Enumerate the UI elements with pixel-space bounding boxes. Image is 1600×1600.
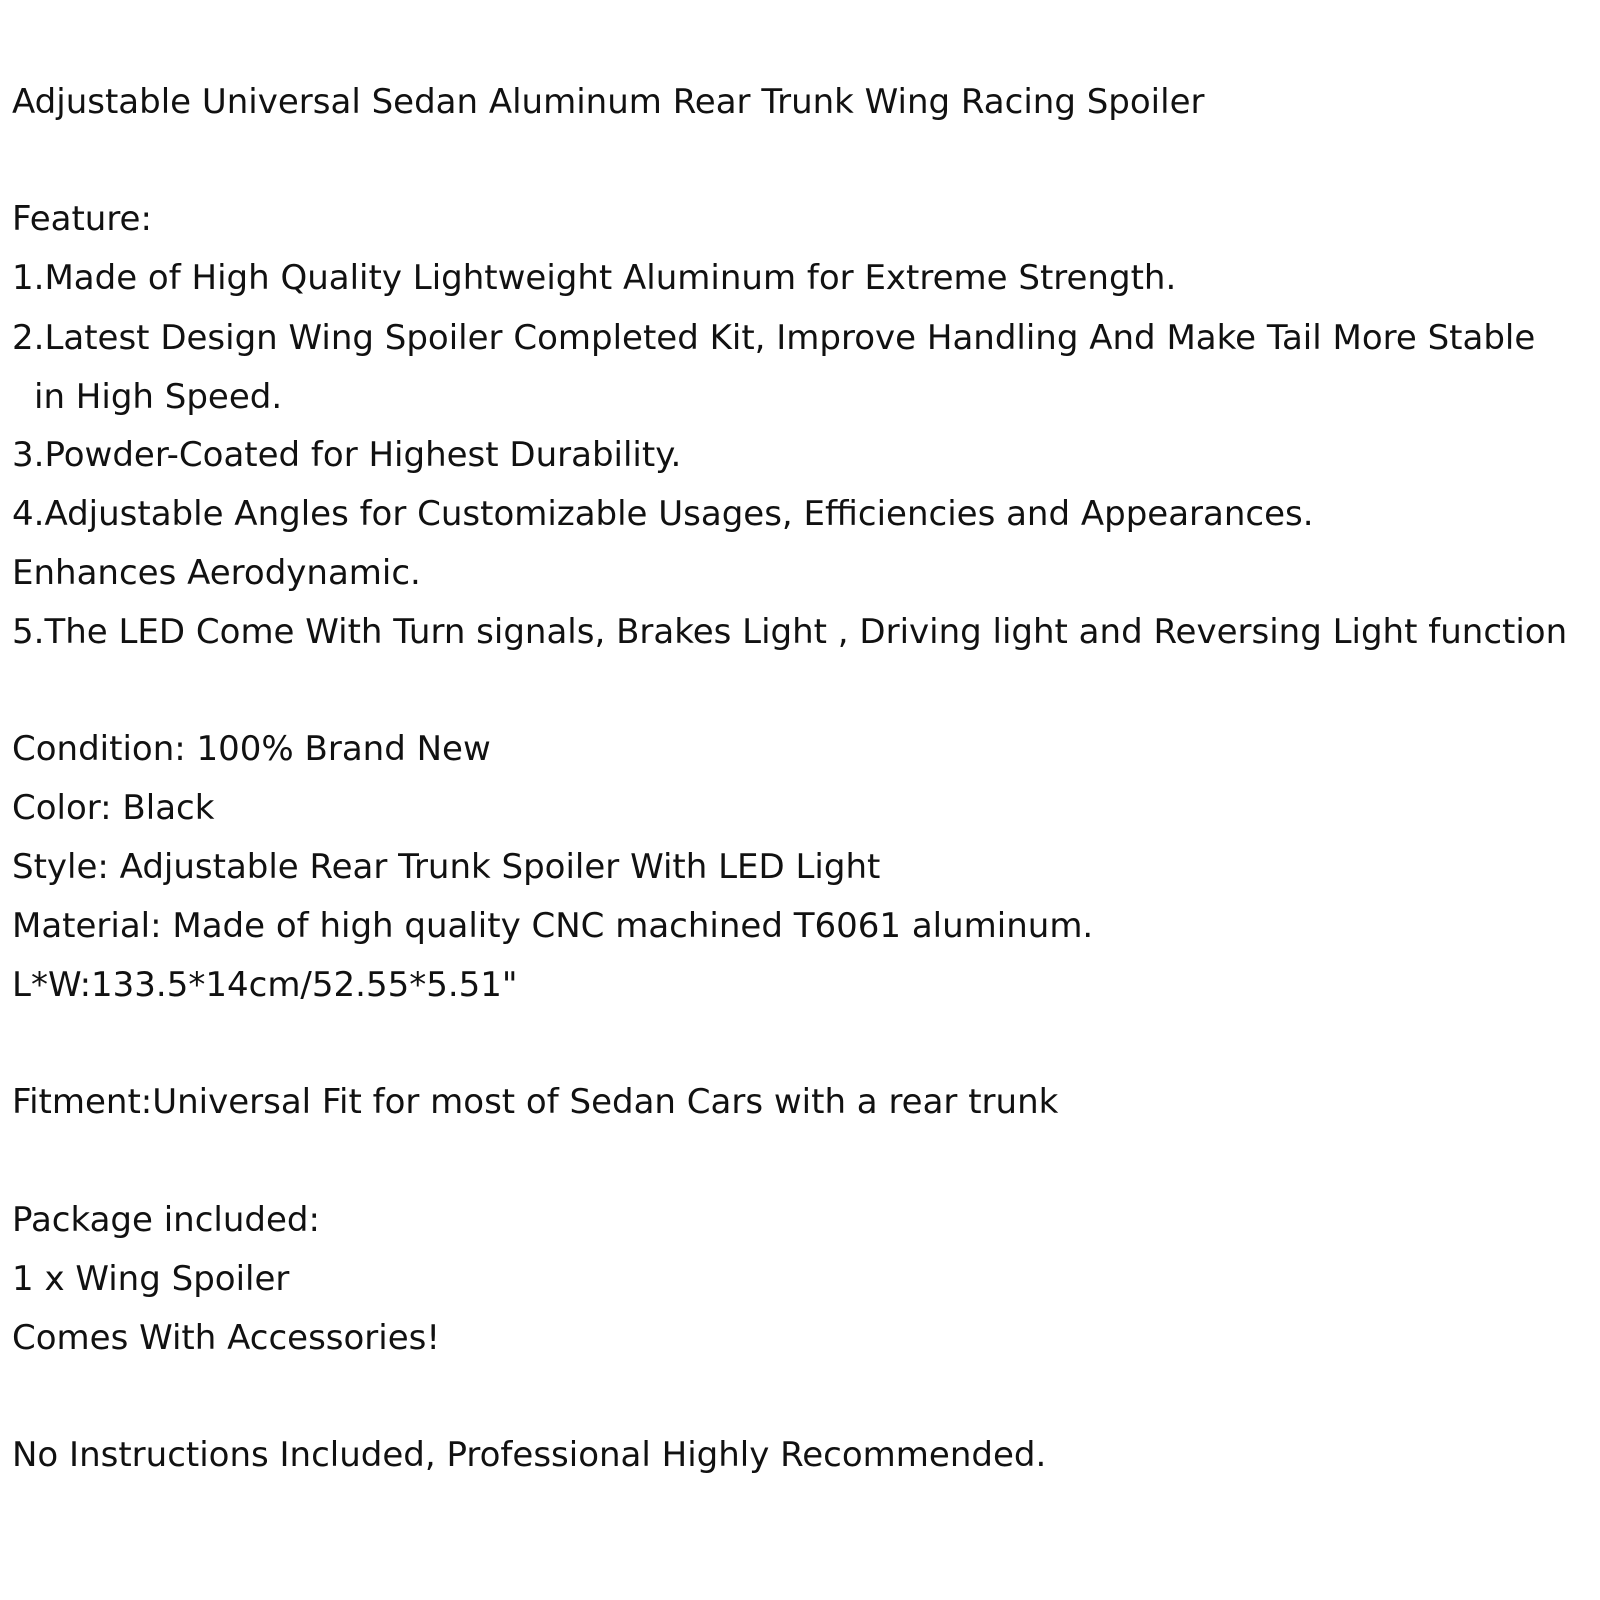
package-item-2: Comes With Accessories!	[12, 1318, 440, 1358]
package-item-1: 1 x Wing Spoiler	[12, 1259, 290, 1299]
spec-color: Color: Black	[12, 788, 215, 828]
spec-condition: Condition: 100% Brand New	[12, 729, 491, 769]
feature-heading: Feature:	[12, 199, 152, 239]
feature-item-4-extra: Enhances Aerodynamic.	[12, 553, 421, 593]
installation-note: No Instructions Included, Professional Highly Recommended.	[12, 1435, 1047, 1475]
package-heading: Package included:	[12, 1200, 320, 1240]
fitment: Fitment:Universal Fit for most of Sedan Cars with a rear trunk	[12, 1082, 1059, 1122]
feature-item-1: 1.Made of High Quality Lightweight Aluminum for Extreme Strength.	[12, 258, 1177, 298]
feature-item-5: 5.The LED Come With Turn signals, Brakes Light , Driving light and Reversing Light function	[12, 612, 1568, 652]
feature-item-4: 4.Adjustable Angles for Customizable Usages, Efficiencies and Appearances.	[12, 494, 1314, 534]
feature-item-3: 3.Powder-Coated for Highest Durability.	[12, 435, 682, 475]
feature-item-2-continued: in High Speed.	[34, 377, 283, 417]
spec-dimensions: L*W:133.5*14cm/52.55*5.51"	[12, 965, 518, 1005]
feature-item-2: 2.Latest Design Wing Spoiler Completed Kit, Improve Handling And Make Tail More Stable	[12, 318, 1536, 358]
product-title: Adjustable Universal Sedan Aluminum Rear Trunk Wing Racing Spoiler	[12, 82, 1205, 122]
spec-style: Style: Adjustable Rear Trunk Spoiler With LED Light	[12, 847, 881, 887]
spec-material: Material: Made of high quality CNC machined T6061 aluminum.	[12, 906, 1094, 946]
